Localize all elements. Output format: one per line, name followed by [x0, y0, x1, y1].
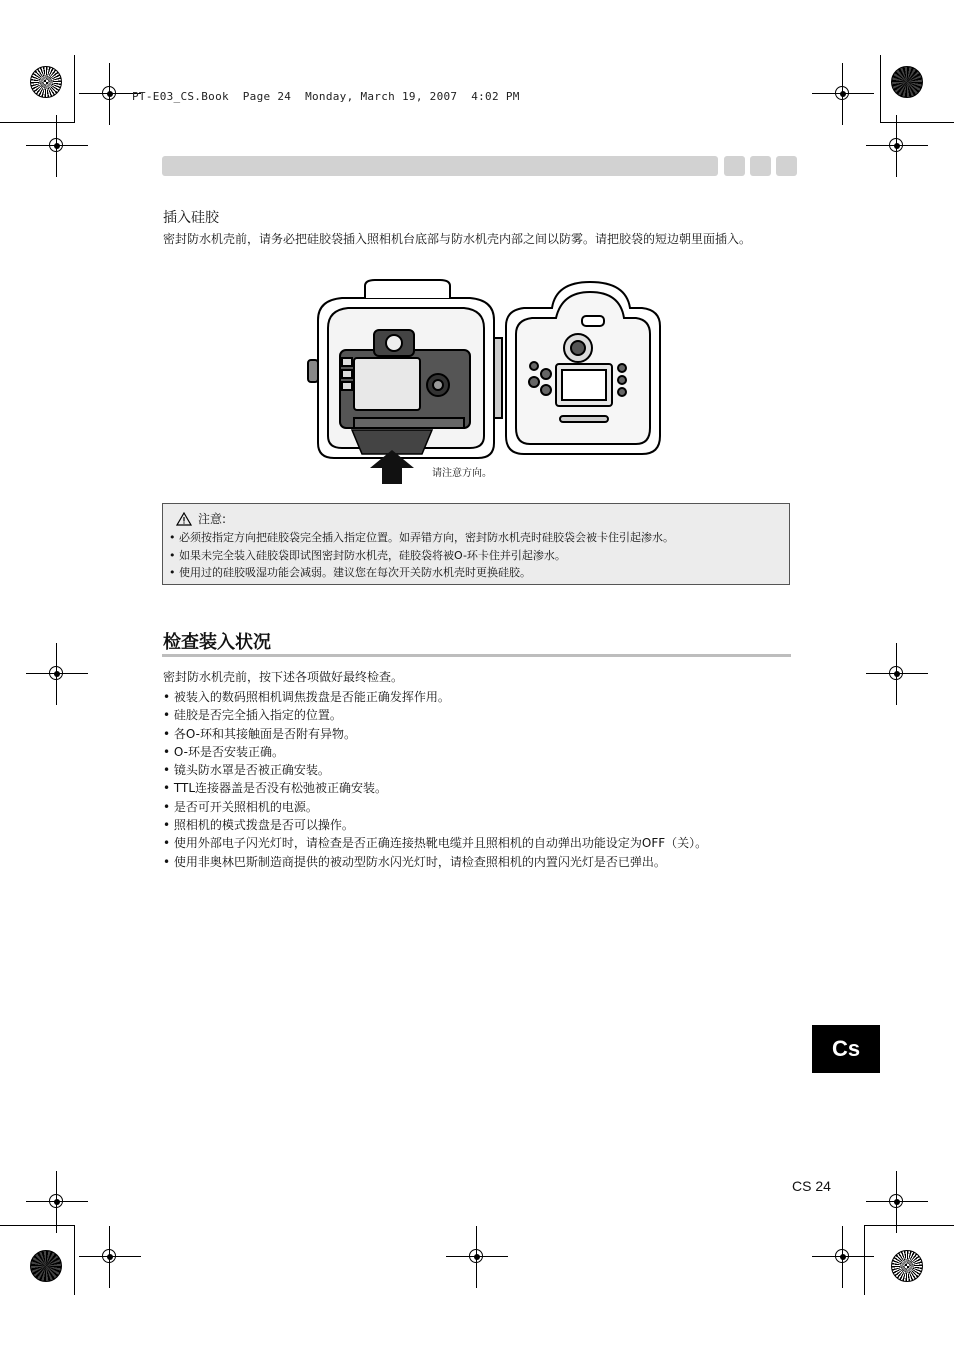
registration-mark [832, 83, 854, 105]
registration-mark [886, 135, 908, 157]
registration-starburst-top-right [891, 66, 923, 98]
check-item: • 硅胶是否完全插入指定的位置。 [163, 706, 763, 724]
section-title-insert-silica: 插入硅胶 [163, 210, 219, 226]
registration-mark [46, 1191, 68, 1213]
figure-caption: 请注意方向。 [432, 468, 492, 479]
warning-triangle-icon [176, 512, 192, 526]
crop-line [0, 1225, 74, 1226]
registration-mark [99, 1246, 121, 1268]
registration-starburst-bottom-left [30, 1250, 62, 1282]
crop-line [880, 55, 881, 123]
file-info-header: PT-E03_CS.Book Page 24 Monday, March 19, 2007 4:02 PM [132, 90, 520, 103]
registration-mark [46, 663, 68, 685]
registration-starburst-bottom-right [891, 1250, 923, 1282]
caution-item: • 使用过的硅胶吸湿功能会减弱。建议您在每次开关防水机壳时更换硅胶。 [169, 564, 674, 582]
check-item: • 照相机的模式拨盘是否可以操作。 [163, 816, 763, 834]
page-number: CS 24 [792, 1178, 831, 1194]
header-square [776, 156, 797, 176]
check-item: • 使用外部电子闪光灯时，请检查是否正确连接热靴电缆并且照相机的自动弹出功能设定为OFF（关）。 [163, 834, 763, 852]
check-item: • 是否可开关照相机的电源。 [163, 798, 763, 816]
registration-mark [886, 663, 908, 685]
crop-line [74, 55, 75, 123]
registration-starburst-top-left [30, 66, 62, 98]
registration-mark [46, 135, 68, 157]
check-item: • 被装入的数码照相机调焦拨盘是否能正确发挥作用。 [163, 688, 763, 706]
crop-line [864, 1225, 954, 1226]
section-title-check: 检查装入状况 [163, 632, 271, 653]
registration-mark [832, 1246, 854, 1268]
registration-mark [466, 1246, 488, 1268]
registration-mark [886, 1191, 908, 1213]
header-square [750, 156, 771, 176]
crop-line [74, 1225, 75, 1295]
section-title-rule [162, 654, 791, 657]
caution-box [162, 503, 790, 585]
caution-title-text: 注意: [198, 512, 227, 526]
section-header-bar [162, 156, 718, 176]
language-tab: Cs [812, 1025, 880, 1073]
header-square [724, 156, 745, 176]
caution-title [176, 510, 226, 527]
section-body-insert-silica: 密封防水机壳前，请务必把硅胶袋插入照相机台底部与防水机壳内部之间以防雾。请把胶袋的短边朝里面插入。 [163, 232, 752, 246]
crop-line [0, 122, 74, 123]
check-item: • O-环是否安装正确。 [163, 743, 763, 761]
check-list [163, 688, 763, 871]
crop-line [864, 1225, 865, 1295]
crop-line [880, 122, 954, 123]
check-item: • 各O-环和其接触面是否附有异物。 [163, 725, 763, 743]
housing-illustration [290, 278, 680, 488]
check-item: • 使用非奥林巴斯制造商提供的被动型防水闪光灯时，请检查照相机的内置闪光灯是否已弹出。 [163, 853, 763, 871]
check-item: • TTL连接器盖是否没有松弛被正确安装。 [163, 779, 763, 797]
check-item: • 镜头防水罩是否被正确安装。 [163, 761, 763, 779]
housing-back-panel [506, 282, 660, 454]
caution-item: • 必须按指定方向把硅胶袋完全插入指定位置。如弄错方向，密封防水机壳时硅胶袋会被卡住引起渗水。 [169, 529, 674, 547]
caution-item: • 如果未完全装入硅胶袋即试图密封防水机壳，硅胶袋将被O-环卡住并引起渗水。 [169, 547, 674, 565]
section-intro-check: 密封防水机壳前，按下述各项做好最终检查。 [163, 670, 404, 684]
registration-mark [99, 83, 121, 105]
caution-list [169, 529, 674, 582]
